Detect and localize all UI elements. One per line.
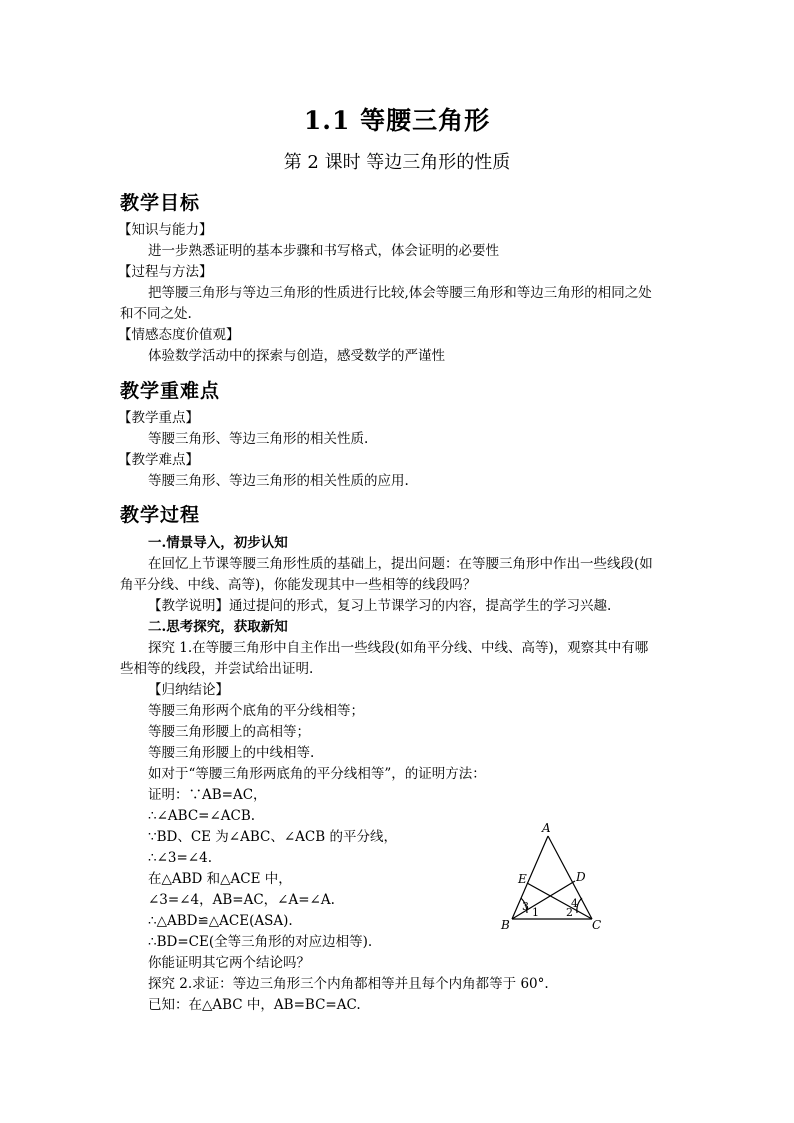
- given-text: 已知：在△ABC 中，AB=BC=AC.: [148, 997, 361, 1013]
- proof-line: 在△ABD 和△ACE 中，: [148, 871, 292, 887]
- angle-2-label: 2: [566, 906, 573, 919]
- conclusion-item: 等腰三角形两个底角的平分线相等；: [148, 703, 364, 719]
- proof-intro: 如对于“等腰三角形两底角的平分线相等”，的证明方法：: [148, 766, 486, 782]
- proof-line: 证明：∵AB=AC，: [148, 787, 267, 803]
- proof-line: ∠3=∠4，AB=AC，∠A=∠A.: [148, 892, 335, 908]
- angle-3-label: 3: [522, 900, 529, 913]
- section1-line2: 角平分线、中线、高等)，你能发现其中一些相等的线段吗？: [120, 577, 477, 593]
- follow-up-question: 你能证明其它两个结论吗？: [148, 955, 310, 971]
- proof-line: ∴∠ABC=∠ACB.: [148, 808, 256, 824]
- difficulty-text: 等腰三角形、等边三角形的相关性质的应用.: [148, 473, 409, 489]
- process-method-label: 【过程与方法】: [118, 264, 213, 280]
- section2-title: 二.思考探究，获取新知: [148, 619, 288, 635]
- section1-title: 一.情景导入，初步认知: [148, 535, 288, 551]
- focus-text: 等腰三角形、等边三角形的相关性质.: [148, 431, 369, 447]
- objectives-heading: 教学目标: [120, 192, 201, 214]
- focus-label: 【教学重点】: [118, 410, 199, 426]
- process-heading: 教学过程: [120, 504, 201, 526]
- lesson-subtitle: 第 2 课时 等边三角形的性质: [283, 152, 511, 173]
- proof-line: ∴∠3=∠4.: [148, 850, 212, 866]
- explore1-line1: 探究 1.在等腰三角形中自主作出一些线段(如角平分线、中线、高等)，观察其中有哪: [148, 640, 649, 656]
- angle-1-label: 1: [532, 906, 539, 919]
- emotion-label: 【情感态度价值观】: [118, 327, 240, 343]
- difficulty-label: 【教学难点】: [118, 452, 199, 468]
- proof-line: ∵BD、CE 为∠ABC、∠ACB 的平分线，: [148, 829, 397, 845]
- explore2-text: 探究 2.求证：等边三角形三个内角都相等并且每个内角都等于 60°.: [148, 976, 549, 992]
- conclusion-item: 等腰三角形腰上的高相等；: [148, 724, 310, 740]
- explore1-line2: 些相等的线段，并尝试给出证明.: [120, 661, 314, 677]
- proof-line: ∴△ABD≌△ACE(ASA).: [148, 913, 293, 929]
- conclusion-item: 等腰三角形腰上的中线相等.: [148, 745, 315, 761]
- vertex-a-label: A: [542, 821, 551, 835]
- vertex-c-label: C: [592, 918, 602, 932]
- point-e-label: E: [518, 872, 527, 886]
- teaching-note: [148, 596, 611, 616]
- vertex-b-label: B: [501, 918, 510, 932]
- key-points-heading: 教学重难点: [120, 380, 221, 402]
- angle-4-label: 4: [571, 897, 578, 910]
- teaching-note-label: 【教学说明】: [148, 598, 229, 614]
- lesson-title: 1.1 等腰三角形: [303, 106, 491, 135]
- point-d-label: D: [576, 870, 586, 884]
- section1-line1: 在回忆上节课等腰三角形性质的基础上，提出问题：在等腰三角形中作出一些线段(如: [148, 556, 653, 572]
- process-method-line2: 和不同之处.: [120, 306, 192, 322]
- emotion-text: 体验数学活动中的探索与创造，感受数学的严谨性: [148, 348, 445, 364]
- triangle-figure: [496, 820, 608, 934]
- teaching-note-text: 通过提问的形式，复习上节课学习的内容，提高学生的学习兴趣.: [229, 598, 612, 614]
- conclusion-label: 【归纳结论】: [148, 682, 229, 698]
- knowledge-text: 进一步熟悉证明的基本步骤和书写格式，体会证明的必要性: [148, 243, 499, 259]
- proof-line: ∴BD=CE(全等三角形的对应边相等).: [148, 934, 373, 950]
- process-method-line1: 把等腰三角形与等边三角形的性质进行比较,体会等腰三角形和等边三角形的相同之处: [148, 285, 652, 301]
- knowledge-label: 【知识与能力】: [118, 222, 213, 238]
